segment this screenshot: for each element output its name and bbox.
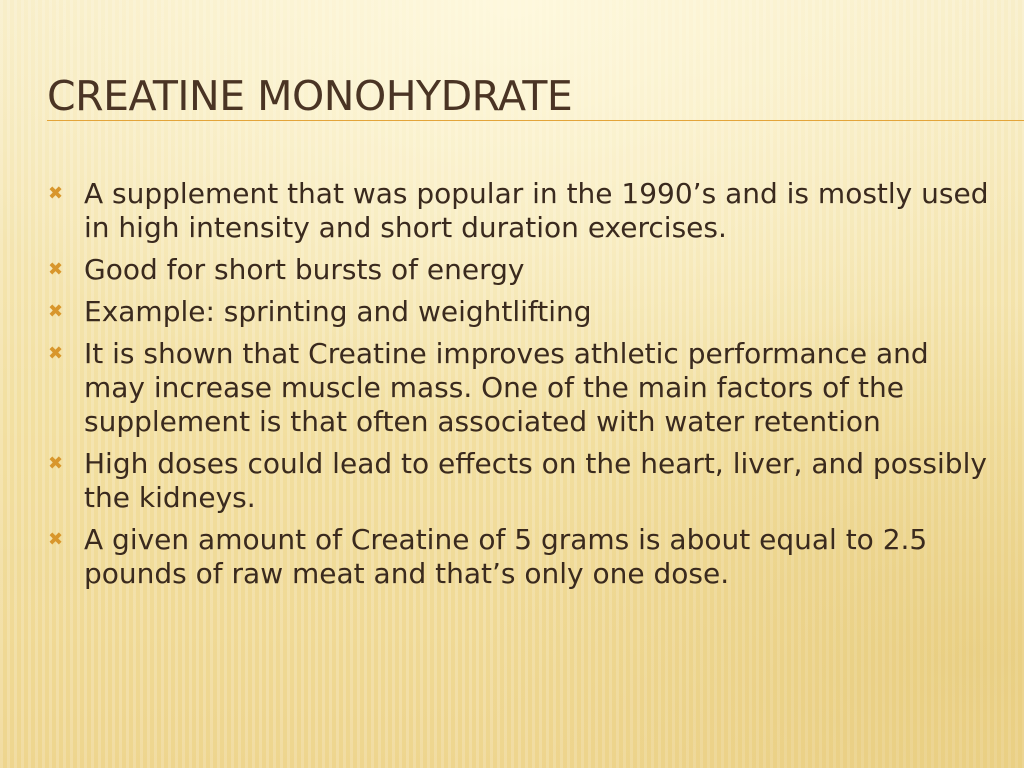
- x-mark-bullet-icon: ✖: [48, 529, 64, 550]
- x-mark-bullet-icon: ✖: [48, 343, 64, 364]
- bullet-text: Example: sprinting and weightlifting: [84, 295, 592, 328]
- bullet-text: A supplement that was popular in the 1990’s and is mostly used in high intensity and short duration exercises.: [84, 177, 989, 244]
- x-mark-bullet-icon: ✖: [48, 301, 64, 322]
- bullet-item: [47, 523, 997, 591]
- bullet-text: A given amount of Creatine of 5 grams is about equal to 2.5 pounds of raw meat and that’s only one dose.: [84, 523, 928, 590]
- bullet-text: High doses could lead to effects on the heart, liver, and possibly the kidneys.: [84, 447, 987, 514]
- bullet-item: [47, 177, 997, 245]
- bullet-item: [47, 253, 997, 287]
- bullet-text: Good for short bursts of energy: [84, 253, 525, 286]
- bullet-text: It is shown that Creatine improves athletic performance and may increase muscle mass. One of the main factors of the supplement is that often associated with water retention: [84, 337, 929, 438]
- x-mark-bullet-icon: ✖: [48, 183, 64, 204]
- slide-title: CREATINE MONOHYDRATE: [47, 72, 573, 120]
- bullet-item: [47, 447, 997, 515]
- title-underline: [47, 120, 1024, 121]
- bullet-item: [47, 337, 997, 439]
- bullet-item: [47, 295, 997, 329]
- x-mark-bullet-icon: ✖: [48, 453, 64, 474]
- bullet-list: [47, 177, 997, 599]
- x-mark-bullet-icon: ✖: [48, 259, 64, 280]
